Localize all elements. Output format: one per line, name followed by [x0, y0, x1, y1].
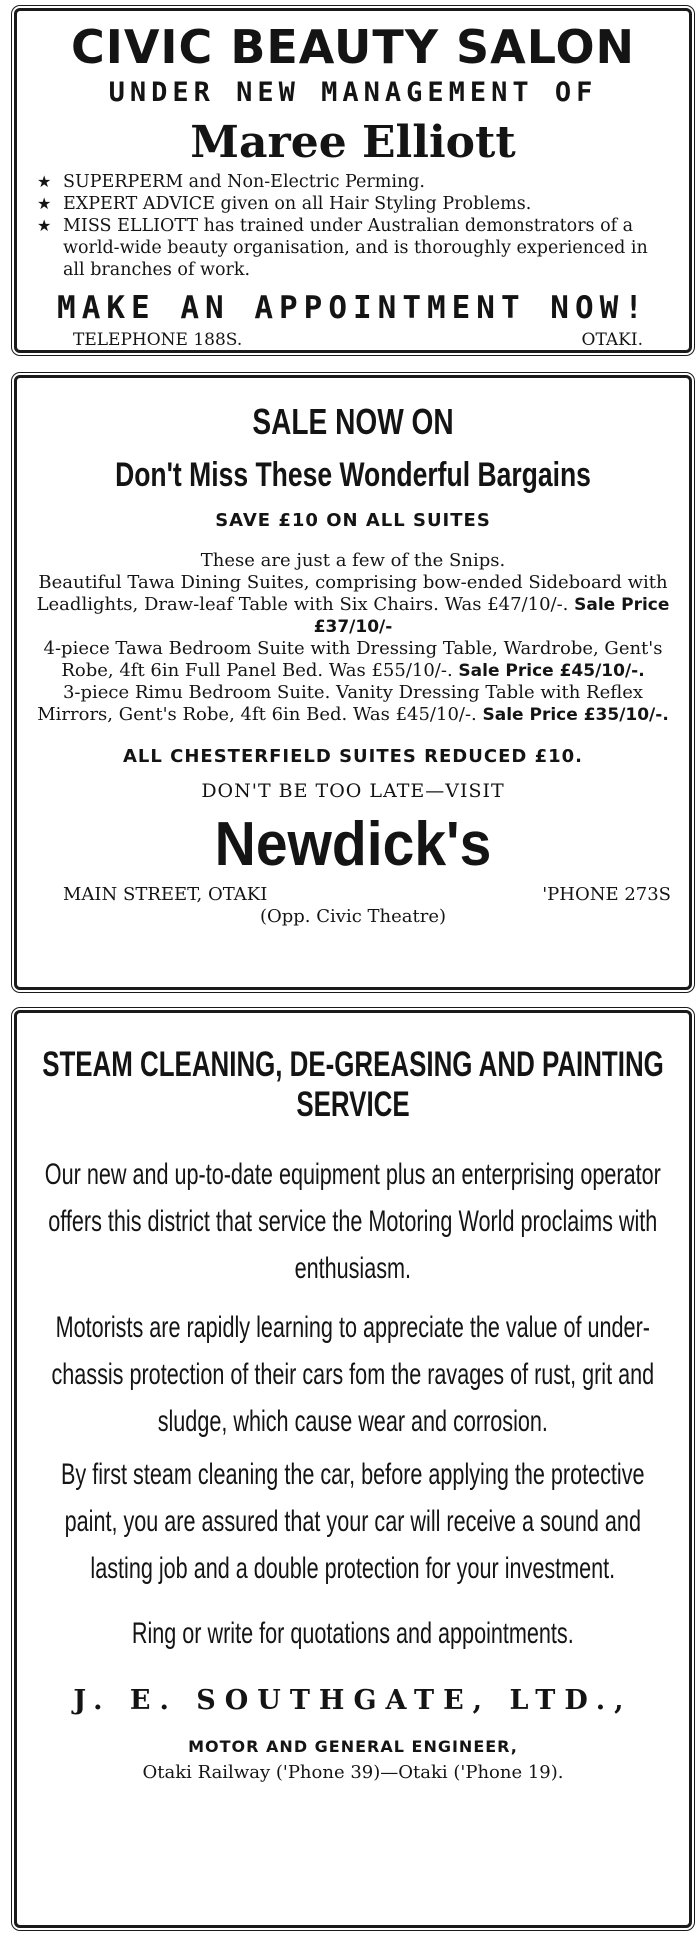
civic-beauty-salon-ad — [14, 8, 692, 353]
paragraph: By first steam cleaning the car, before applying the protective paint, you are assured that your car will receive a sound and lasting job and a double protection for your investment. — [61, 1458, 645, 1585]
sale-subheading: Don't Miss These Wonderful Bargains — [115, 456, 591, 494]
newdicks-sale-ad — [14, 375, 692, 990]
southgate-service-ad — [14, 1010, 692, 1928]
phone: 'PHONE 273S — [542, 884, 671, 905]
company-name: J. E. SOUTHGATE, LTD., — [73, 1685, 633, 1716]
service-heading: STEAM CLEANING, DE-GREASING AND PAINTING SERVICE — [42, 1045, 664, 1124]
intro-line: These are just a few of the Snips. — [200, 550, 506, 571]
star-icon: ★ — [37, 216, 52, 235]
visit-line: DON'T BE TOO LATE—VISIT — [201, 780, 505, 802]
list-item — [37, 193, 671, 215]
call-to-action: MAKE AN APPOINTMENT NOW! — [57, 290, 649, 326]
star-icon: ★ — [37, 194, 52, 213]
quotation-line: Ring or write for quotations and appointments. — [132, 1617, 574, 1650]
item-description: 3-piece Rimu Bedroom Suite. Vanity Dressing Table with Reflex Mirrors, Gent's Robe, 4ft 6in Bed. Was £45/10/-. — [37, 682, 644, 725]
paragraph: Motorists are rapidly learning to appreciate the value of under-chassis protection of their cars fom the ravages of rust, grit and sludge, which cause wear and corrosion. — [51, 1311, 655, 1438]
star-icon: ★ — [37, 172, 52, 191]
company-address: Otaki Railway ('Phone 39)—Otaki ('Phone 19). — [142, 1762, 564, 1783]
list-item — [37, 215, 671, 281]
ad-subtitle: UNDER NEW MANAGEMENT OF — [108, 77, 598, 108]
contact-line — [33, 884, 673, 906]
sale-heading: SALE NOW ON — [252, 401, 454, 442]
save-line: SAVE £10 ON ALL SUITES — [215, 510, 491, 531]
store-name: Newdick's — [214, 810, 492, 879]
town: OTAKI. — [581, 330, 643, 350]
list-item — [33, 638, 673, 682]
address: MAIN STREET, OTAKI — [63, 884, 268, 905]
item-description: 4-piece Tawa Bedroom Suite with Dressing Table, Wardrobe, Gent's Robe, 4ft 6in Full Panel Bed. Was £55/10/-. — [43, 638, 663, 681]
contact-line — [35, 329, 671, 351]
services-list — [37, 171, 671, 281]
company-role: MOTOR AND GENERAL ENGINEER, — [188, 1737, 518, 1756]
sale-price: Sale Price £35/10/-. — [482, 705, 669, 725]
list-item — [37, 171, 671, 193]
list-item-text: EXPERT ADVICE given on all Hair Styling Problems. — [63, 194, 532, 214]
list-item — [33, 682, 673, 726]
paragraph: Our new and up-to-date equipment plus an enterprising operator offers this district that service the Motoring World proclaims with enthusiasm. — [45, 1158, 661, 1285]
list-item-text: MISS ELLIOTT has trained under Australian demonstrators of a world-wide beauty organisation, and is thoroughly experienced in all branches of work. — [63, 216, 648, 280]
sale-price: Sale Price £37/10/- — [313, 595, 670, 637]
list-item — [33, 572, 673, 638]
sale-price: Sale Price £45/10/-. — [458, 661, 645, 681]
proprietor-name: Maree Elliott — [190, 117, 516, 168]
chesterfield-line: ALL CHESTERFIELD SUITES REDUCED £10. — [123, 746, 583, 767]
ad-title: CIVIC BEAUTY SALON — [70, 20, 636, 74]
item-description: Beautiful Tawa Dining Suites, comprising bow-ended Sideboard with Leadlights, Draw-leaf Table with Six Chairs. Was £47/10/-. — [36, 572, 668, 615]
location-note: (Opp. Civic Theatre) — [259, 906, 447, 927]
list-item-text: SUPERPERM and Non-Electric Perming. — [63, 172, 425, 192]
telephone: TELEPHONE 188S. — [73, 330, 243, 350]
